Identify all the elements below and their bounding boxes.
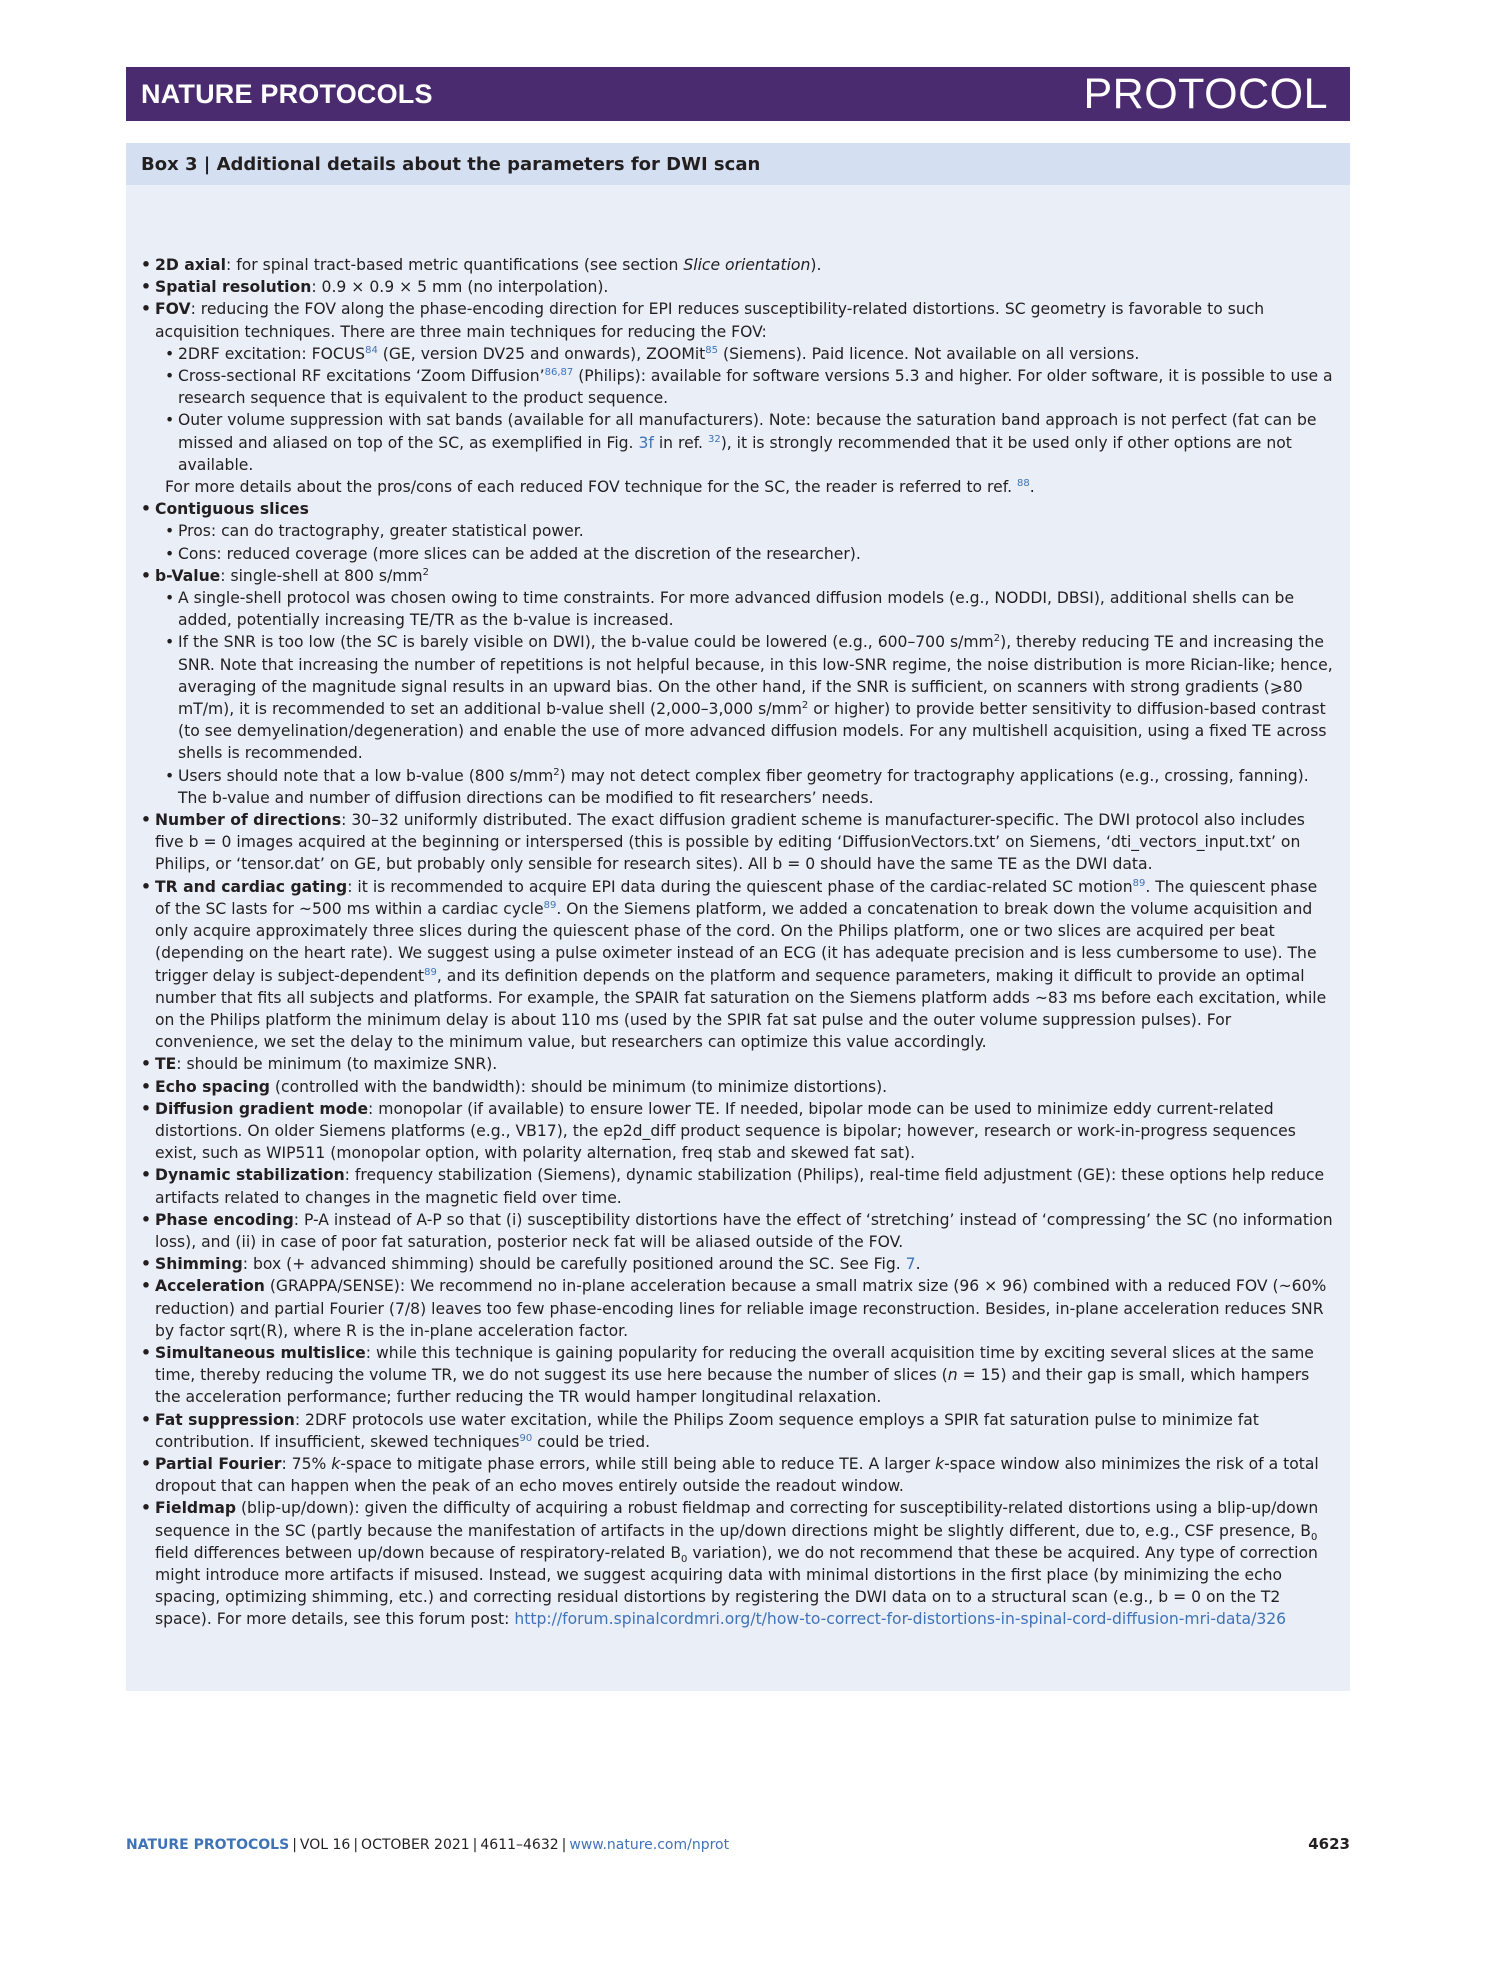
- reference-link[interactable]: 85: [705, 344, 719, 356]
- reference-link[interactable]: 88: [1017, 477, 1030, 489]
- list-item-2d-axial: • 2D axial: for spinal tract-based metric quantifications (see section Slice orientation).: [141, 254, 1335, 276]
- list-item-fov: • FOV: reducing the FOV along the phase-encoding direction for EPI reduces susceptibility-related distortions. SC geometry is favorable to such acquisition techniques. There are three main techniques for reducing the FOV: • 2DRF excitation: FOCUS$^{84}$ (GE, version DV25 and onwards), ZOOMit$^{85}$ (Siemens). Paid licence. Not available on all versions. • Cross-sectional RF excitations ‘Zoom Diffusion’$^{86,87}$ (Philips): available for software versions 5.3 and higher. For older software, it is possible to use a research sequence that is equivalent to the product sequence. • Outer volume suppression with sat bands (available for all manufacturers). Note: because the saturation band approach is not perfect (fat can be missed and aliased on top of the SC, as exemplified in Fig. 3f in ref. $^{32}$), it is strongly recommended that it be used only if other options are not available. For more details about the pros/cons of each reduced FOV technique for the SC, the reader is referred to ref. $^{88}$.: [141, 298, 1335, 498]
- list-item-spatial-resolution: • Spatial resolution: 0.9 × 0.9 × 5 mm (no interpolation).: [141, 276, 1335, 298]
- footer-volume: VOL 16: [299, 1837, 351, 1853]
- list-item-fieldmap: • Fieldmap (blip-up/down): given the difficulty of acquiring a robust fieldmap and correcting for susceptibility-related distortions using a blip-up/down sequence in the SC (partly because the manifestation of artifacts in the up/down directions might be slightly different, due to, e.g., CSF presence, $B_0$ field differences between up/down because of respiratory-related $B_0$ variation), we do not recommend that these be acquired. Any type of correction might introduce more artifacts if misused. Instead, we suggest acquiring data with minimal distortions in the first place (by minimizing the echo spacing, optimizing shimming, etc.) and correcting residual distortions by registering the DWI data on to a structural scan (e.g., b = 0 on the T2 space). For more details, see this forum post: http://forum.spinalcordmri.org/t/how-to-correct-for-distortions-in-spinal-cord-diffusion-mri-data/326: [141, 1497, 1335, 1630]
- fov-note: For more details about the pros/cons of each reduced FOV technique for the SC, the reader is referred to ref. $^{88}$.: [165, 477, 1035, 497]
- list-item-dynamic-stabilization: • Dynamic stabilization: frequency stabilization (Siemens), dynamic stabilization (Philips), real-time field adjustment (GE): these options help reduce artifacts related to changes in the magnetic field over time.: [141, 1164, 1335, 1208]
- list-item-acceleration: • Acceleration (GRAPPA/SENSE): We recommend no in-plane acceleration because a small matrix size (96 × 96) combined with a reduced FOV (~60% reduction) and partial Fourier (7/8) leaves too few phase-encoding lines for reliable image reconstruction. Besides, in-plane acceleration reduces SNR by factor sqrt(R), where R is the in-plane acceleration factor.: [141, 1275, 1335, 1342]
- footer-url[interactable]: www.nature.com/nprot: [569, 1837, 730, 1853]
- sub-item: • Pros: can do tractography, greater statistical power.: [165, 520, 1335, 542]
- list-item-phase-encoding: • Phase encoding: P-A instead of A-P so that (i) susceptibility distortions have the effect of ‘stretching’ instead of ‘compressing’ the SC (no information loss), and (ii) in case of poor fat saturation, posterior neck fat will be aliased outside of the FOV.: [141, 1209, 1335, 1253]
- reference-link[interactable]: 84: [365, 344, 378, 356]
- separator: |: [561, 1837, 567, 1853]
- b-value-sublist: [165, 587, 1335, 809]
- list-item-fat-suppression: • Fat suppression: 2DRF protocols use water excitation, while the Philips Zoom sequence employs a SPIR fat saturation pulse to minimize fat contribution. If insufficient, skewed techniques$^{90}$ could be tried.: [141, 1409, 1335, 1453]
- list-item-tr-cardiac-gating: • TR and cardiac gating: it is recommended to acquire EPI data during the quiescent phase of the cardiac-related SC motion$^{89}$. The quiescent phase of the SC lasts for ~500 ms within a cardiac cycle$^{89}$. On the Siemens platform, we added a concatenation to break down the volume acquisition and only acquire approximately three slices during the quiescent phase of the cord. On the Philips platform, one or two slices are acquired per beat (depending on the heart rate). We suggest using a pulse oximeter instead of an ECG (it has adequate precision and is less cumbersome to use). The trigger delay is subject-dependent$^{89}$, and its definition depends on the platform and sequence parameters, making it difficult to provide an optimal number that fits all subjects and platforms. For example, the SPAIR fat saturation on the Siemens platform adds ~83 ms before each excitation, while on the Philips platform the minimum delay is about 110 ms (used by the SPIR fat sat pulse and the outer volume suppression pulses). For convenience, we set the delay to the minimum value, but researchers can optimize this value accordingly.: [141, 876, 1335, 1054]
- sub-item: • 2DRF excitation: FOCUS$^{84}$ (GE, version DV25 and onwards), ZOOMit$^{85}$ (Siemens). Paid licence. Not available on all versions.: [165, 343, 1335, 365]
- figure-link[interactable]: 3f: [638, 433, 654, 452]
- reference-link[interactable]: 32: [707, 433, 721, 445]
- fov-sublist: [165, 343, 1335, 476]
- section-label: PROTOCOL: [1083, 69, 1328, 118]
- list-item-partial-fourier: • Partial Fourier: 75% k-space to mitigate phase errors, while still being able to reduce TE. A larger k-space window also minimizes the risk of a total dropout that can happen when the peak of an echo moves entirely outside the readout window.: [141, 1453, 1335, 1497]
- footer-journal: NATURE PROTOCOLS: [126, 1837, 290, 1853]
- footer-date: OCTOBER 2021: [361, 1837, 470, 1853]
- list-item-shimming: • Shimming: box (+ advanced shimming) should be carefully positioned around the SC. See Fig. 7.: [141, 1253, 1335, 1275]
- reference-link[interactable]: 89: [424, 966, 437, 978]
- footer-pages: 4611–4632: [480, 1837, 559, 1853]
- page-footer: [126, 1835, 1350, 1853]
- page-number: 4623: [1308, 1835, 1350, 1853]
- journal-name: NATURE PROTOCOLS: [141, 78, 433, 109]
- list-item-b-value: • b-Value: single-shell at 800 $s/mm^2$ • A single-shell protocol was chosen owing to time constraints. For more advanced diffusion models (e.g., NODDI, DBSI), additional shells can be added, potentially increasing TE/TR as the b-value is increased. • If the SNR is too low (the SC is barely visible on DWI), the b-value could be lowered (e.g., 600–700 $s/mm^2$), thereby reducing TE and increasing the SNR. Note that increasing the number of repetitions is not helpful because, in this low-SNR regime, the noise distribution is more Rician-like; hence, averaging of the magnitude signal results in an upward bias. On the other hand, if the SNR is sufficient, on scanners with strong gradients (⩾80 mT/m), it is recommended to set an additional b-value shell (2,000–3,000 $s/mm^2$ or higher) to provide better sensitivity to diffusion-based contrast (to see demyelination/degeneration) and enable the use of more advanced diffusion models. For any multishell acquisition, using a fixed TE across shells is recommended. • Users should note that a low b-value (800 $s/mm^2$) may not detect complex fiber geometry for tractography applications (e.g., crossing, fanning). The b-value and number of diffusion directions can be modified to fit researchers’ needs.: [141, 565, 1335, 809]
- sub-item: • Cons: reduced coverage (more slices can be added at the discretion of the researcher).: [165, 543, 1335, 565]
- footer-citation: [126, 1837, 729, 1853]
- box-3: [126, 143, 1350, 1691]
- separator: |: [472, 1837, 478, 1853]
- list-item-diffusion-gradient-mode: • Diffusion gradient mode: monopolar (if available) to ensure lower TE. If needed, bipolar mode can be used to minimize eddy current-related distortions. On older Siemens platforms (e.g., VB17), the ep2d_diff product sequence is bipolar; however, research or work-in-progress sequences exist, such as WIP511 (monopolar option, with polarity alternation, freq stab and skewed fat sat).: [141, 1098, 1335, 1165]
- reference-link[interactable]: 90: [519, 1432, 533, 1444]
- separator: |: [292, 1837, 297, 1853]
- list-item-echo-spacing: • Echo spacing (controlled with the bandwidth): should be minimum (to minimize distortions).: [141, 1076, 1335, 1098]
- sub-item: • If the SNR is too low (the SC is barely visible on DWI), the b-value could be lowered (e.g., 600–700 $s/mm^2$), thereby reducing TE and increasing the SNR. Note that increasing the number of repetitions is not helpful because, in this low-SNR regime, the noise distribution is more Rician-like; hence, averaging of the magnitude signal results in an upward bias. On the other hand, if the SNR is sufficient, on scanners with strong gradients (⩾80 mT/m), it is recommended to set an additional b-value shell (2,000–3,000 $s/mm^2$ or higher) to provide better sensitivity to diffusion-based contrast (to see demyelination/degeneration) and enable the use of more advanced diffusion models. For any multishell acquisition, using a fixed TE across shells is recommended.: [165, 631, 1335, 764]
- contiguous-sublist: [165, 520, 1335, 564]
- sub-item: • A single-shell protocol was chosen owing to time constraints. For more advanced diffusion models (e.g., NODDI, DBSI), additional shells can be added, potentially increasing TE/TR as the b-value is increased.: [165, 587, 1335, 631]
- box-title: Box 3 | Additional details about the parameters for DWI scan: [126, 143, 1350, 185]
- sub-item: • Users should note that a low b-value (800 $s/mm^2$) may not detect complex fiber geometry for tractography applications (e.g., crossing, fanning). The b-value and number of diffusion directions can be modified to fit researchers’ needs.: [165, 765, 1335, 809]
- list-item-simultaneous-multislice: • Simultaneous multislice: while this technique is gaining popularity for reducing the overall acquisition time by exciting several slices at the same time, thereby reducing the volume TR, we do not suggest its use here because the number of slices (n = 15) and their gap is small, which hampers the acceleration performance; further reducing the TR would hamper longitudinal relaxation.: [141, 1342, 1335, 1409]
- box-body: [126, 185, 1350, 1631]
- reference-link[interactable]: 89: [1132, 877, 1146, 889]
- list-item-te: • TE: should be minimum (to maximize SNR).: [141, 1053, 1335, 1075]
- sub-item: • Cross-sectional RF excitations ‘Zoom Diffusion’$^{86,87}$ (Philips): available for software versions 5.3 and higher. For older software, it is possible to use a research sequence that is equivalent to the product sequence.: [165, 365, 1335, 409]
- separator: |: [353, 1837, 359, 1853]
- figure-link[interactable]: 7: [905, 1255, 916, 1274]
- parameter-list: [141, 254, 1335, 1631]
- list-item-number-of-directions: • Number of directions: 30–32 uniformly distributed. The exact diffusion gradient scheme is manufacturer-specific. The DWI protocol also includes five b = 0 images acquired at the beginning or interspersed (this is possible by editing ‘DiffusionVectors.txt’ on Siemens, ‘dti_vectors_input.txt’ on Philips, or ‘tensor.dat’ on GE, but probably only sensible for research sites). All b = 0 should have the same TE as the DWI data.: [141, 809, 1335, 876]
- sub-item: • Outer volume suppression with sat bands (available for all manufacturers). Note: because the saturation band approach is not perfect (fat can be missed and aliased on top of the SC, as exemplified in Fig. 3f in ref. $^{32}$), it is strongly recommended that it be used only if other options are not available.: [165, 409, 1335, 476]
- page-header: [126, 67, 1350, 121]
- list-item-contiguous-slices: • Contiguous slices • Pros: can do tractography, greater statistical power. • Cons: reduced coverage (more slices can be added at the discretion of the researcher).: [141, 498, 1335, 565]
- forum-post-link[interactable]: http://forum.spinalcordmri.org/t/how-to-correct-for-distortions-in-spinal-cord-diffusion-mri-data/326: [514, 1610, 1287, 1629]
- reference-link[interactable]: 86,87: [544, 366, 574, 378]
- reference-link[interactable]: 89: [543, 899, 557, 911]
